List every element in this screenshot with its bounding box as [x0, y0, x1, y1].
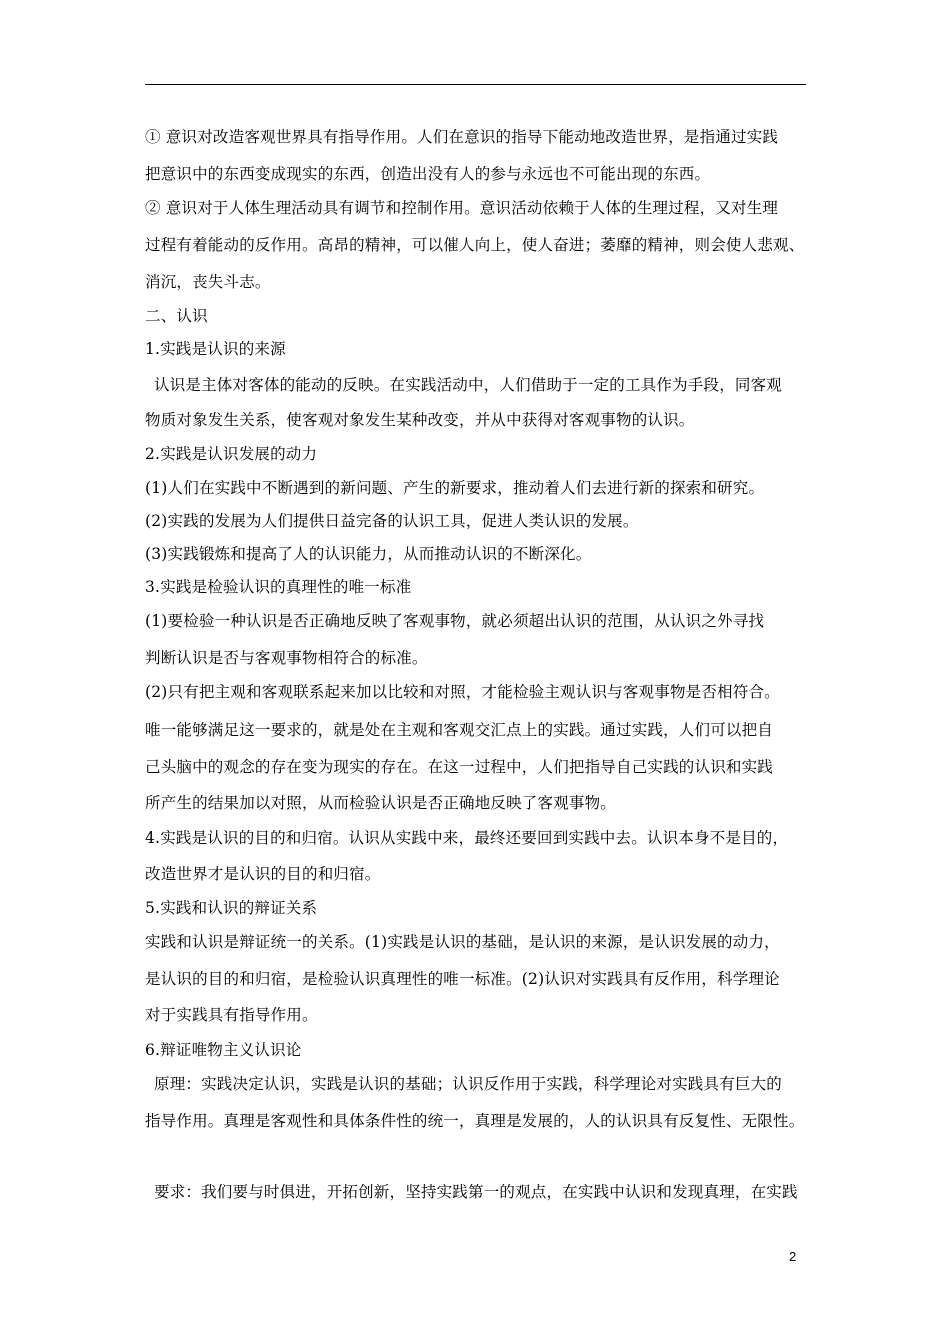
section-heading: 二、认识 — [145, 307, 208, 325]
text-line: 要求：我们要与时俱进，开拓创新，坚持实践第一的观点，在实践中认识和发现真理，在实践 — [154, 1183, 798, 1201]
text-line: 过程有着能动的反作用。高昂的精神，可以催人向上，使人奋进；萎靡的精神，则会使人悲观、 — [145, 236, 805, 254]
text-line: 4.实践是认识的目的和归宿。认识从实践中来，最终还要回到实践中去。认识本身不是目的， — [145, 829, 789, 847]
subsection-heading: 3.实践是检验认识的真理性的唯一标准 — [145, 578, 412, 596]
text-line: ② 意识对于人体生理活动具有调节和控制作用。意识活动依赖于人体的生理过程，又对生理 — [145, 199, 779, 217]
text-line: 实践和认识是辩证统一的关系。(1)实践是认识的基础，是认识的来源，是认识发展的动力， — [145, 933, 780, 951]
header-rule — [145, 84, 806, 85]
text-line: (2)只有把主观和客观联系起来加以比较和对照，才能检验主观认识与客观事物是否相符合。 — [145, 683, 780, 701]
subsection-heading: 6.辩证唯物主义认识论 — [145, 1041, 302, 1059]
text-line: 把意识中的东西变成现实的东西，创造出没有人的参与永远也不可能出现的东西。 — [145, 165, 711, 183]
text-line: 对于实践具有指导作用。 — [145, 1006, 318, 1024]
subsection-heading: 5.实践和认识的辩证关系 — [145, 899, 318, 917]
text-line: 原理：实践决定认识，实践是认识的基础；认识反作用于实践，科学理论对实践具有巨大的 — [154, 1075, 783, 1093]
subsection-heading: 1.实践是认识的来源 — [145, 340, 286, 358]
text-line: 唯一能够满足这一要求的，就是处在主观和客观交汇点上的实践。通过实践，人们可以把自 — [145, 721, 774, 739]
text-line: 判断认识是否与客观事物相符合的标准。 — [145, 649, 428, 667]
text-line: 物质对象发生关系，使客观对象发生某种改变，并从中获得对客观事物的认识。 — [145, 411, 695, 429]
text-line: 消沉，丧失斗志。 — [145, 273, 271, 291]
text-line: 所产生的结果加以对照，从而检验认识是否正确地反映了客观事物。 — [145, 794, 617, 812]
page-number: 2 — [789, 1249, 797, 1264]
text-line: 是认识的目的和归宿，是检验认识真理性的唯一标准。(2)认识对实践具有反作用，科学理论 — [145, 970, 780, 988]
text-line: (1)人们在实践中不断遇到的新问题、产生的新要求，推动着人们去进行新的探索和研究。 — [145, 479, 765, 497]
text-line: (3)实践锻炼和提高了人的认识能力，从而推动认识的不断深化。 — [145, 545, 592, 563]
text-line: 己头脑中的观念的存在变为现实的存在。在这一过程中，人们把指导自己实践的认识和实践 — [145, 758, 774, 776]
text-line: ① 意识对改造客观世界具有指导作用。人们在意识的指导下能动地改造世界，是指通过实践 — [145, 128, 779, 146]
subsection-heading: 2.实践是认识发展的动力 — [145, 445, 318, 463]
text-line: 改造世界才是认识的目的和归宿。 — [145, 865, 381, 883]
text-line: (2)实践的发展为人们提供日益完备的认识工具，促进人类认识的发展。 — [145, 512, 639, 530]
text-line: 认识是主体对客体的能动的反映。在实践活动中，人们借助于一定的工具作为手段，同客观 — [154, 376, 783, 394]
text-line: 指导作用。真理是客观性和具体条件性的统一，真理是发展的，人的认识具有反复性、无限性。 — [145, 1112, 805, 1130]
text-line: (1)要检验一种认识是否正确地反映了客观事物，就必须超出认识的范围，从认识之外寻找 — [145, 612, 765, 630]
